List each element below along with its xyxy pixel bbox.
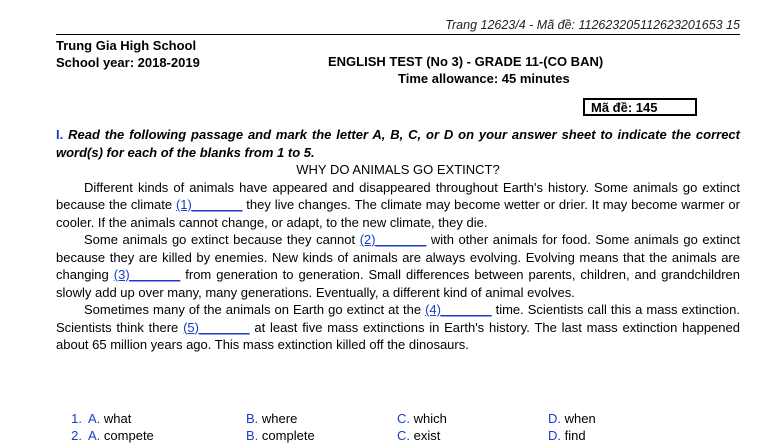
option-a: A. what [88,411,132,426]
option-d: D. when [548,411,596,426]
answer-options [56,410,756,444]
paragraph-3 [56,301,740,354]
option-a: A. compete [88,428,154,443]
question-row [56,410,756,427]
p2-text-c: from generation to generation. Small differences between parents, children, and grandchildren slowly add up over many, many generations. Eventually, a different kind of animal evolves. [56,267,740,300]
question-number: 1. [71,411,82,426]
blank-3: (3)_______ [113,267,181,282]
option-c: C. which [397,411,447,426]
question-row [56,427,756,444]
section-instruction [56,126,740,161]
instruction-text: Read the following passage and mark the letter A, B, C, or D on your answer sheet to indicate the correct word(s) for each of the blanks from 1 to 5. [56,127,740,160]
blank-2: (2)_______ [359,232,427,247]
passage-title: WHY DO ANIMALS GO EXTINCT? [296,162,500,177]
p2-text-b: with other animals for food. Some animals go extinct because they are killed by enemies. New kinds of animals are always evolving. Evolving means that the animals are changing [56,232,740,282]
option-c: C. exist [397,428,441,443]
p1-text-a: Different kinds of animals have appeared and disappeared throughout Earth's history. Some animals go extinct because the climate [56,179,740,212]
test-title: ENGLISH TEST (No 3) - GRADE 11-(CO BAN) [328,54,604,69]
question-number: 2. [71,428,82,443]
paragraph-2 [56,231,740,301]
time-allowance: Time allowance: 45 minutes [398,71,570,86]
option-d: D. find [548,428,586,443]
p3-text-c: at least five mass extinctions in Earth's history. The last mass extinction happened about 65 million years ago. This mass extinction killed off the dinosaurs. [56,319,740,352]
p1-text-b: they live changes. The climate may become wetter or drier. It may become warmer or cooler. If the animals cannot change, or adapt, to the new climate, they die. [56,197,740,230]
page-info: Trang 12623/4 - Mã đề: 112623205112623201653 15 [445,18,740,32]
school-year: School year: 2018-2019 [56,55,200,70]
exam-code-box: Mã đề: 145 [583,98,697,116]
p2-text-a: Some animals go extinct because they cannot [84,232,360,247]
p3-text-a: Sometimes many of the animals on Earth go extinct at the [84,302,426,317]
school-name: Trung Gia High School [56,38,197,53]
p3-text-b: time. Scientists call this a mass extinction. Scientists think there [56,302,740,335]
blank-1: (1)_______ [175,197,243,212]
blank-5: (5)_______ [183,319,250,335]
option-b: B. where [246,411,298,426]
option-b: B. complete [246,428,315,443]
exam-body [56,126,740,354]
blank-4: (4)_______ [425,302,492,317]
paragraph-1 [56,179,740,232]
section-number: I. [56,127,64,142]
header-divider [56,34,740,35]
school-block [56,37,200,71]
